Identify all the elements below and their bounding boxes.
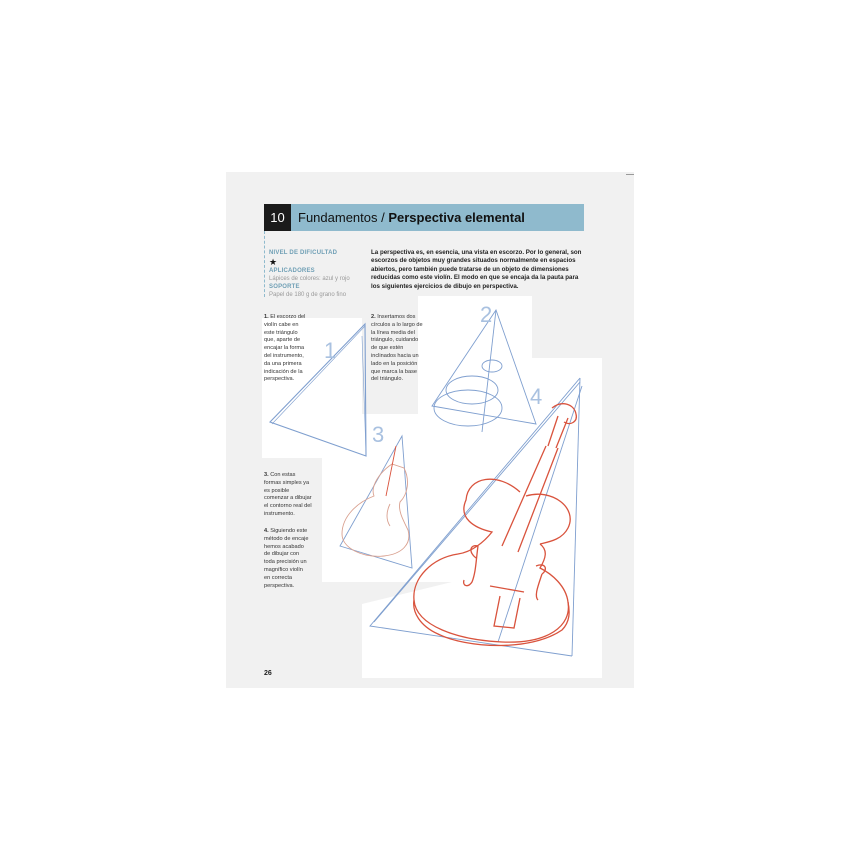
page-corner-mark	[626, 174, 634, 175]
applicators-label: APLICADORES	[269, 268, 315, 274]
info-panel	[269, 249, 369, 299]
dashed-divider	[264, 231, 265, 297]
figure-number-3: 3	[372, 422, 385, 447]
step-1-caption	[264, 314, 310, 384]
page-number: 26	[264, 670, 272, 677]
step-4-caption	[264, 528, 310, 590]
step-3-number: 3.	[264, 472, 269, 478]
step-4-number: 4.	[264, 528, 269, 534]
step-2-text: Insertamos dos círculos a lo largo de la línea media del triángulo, cuidando de que estén inclinados hacia un lado en la posición que marca la base del triángulo.	[371, 314, 423, 383]
step-1-text: El escorzo del violín cabe en este triángulo que, aparte de encajar la forma del instrumento, da una primera indicación de la perspectiva.	[264, 314, 306, 383]
step-3-caption	[264, 472, 312, 519]
violin-sketches	[262, 296, 602, 686]
figure-number-1: 1	[324, 338, 337, 363]
difficulty-label: NIVEL DE DIFICULTAD	[269, 250, 338, 256]
support-label: SOPORTE	[269, 284, 300, 290]
header-section: Fundamentos /	[298, 210, 385, 225]
intro-paragraph: La perspectiva es, en esencia, una vista en escorzo. Por lo general, son escorzos de objetos muy grandes situados normalmente en espacios abiertos, pero también puede tratarse de un objeto de dimensiones reducidas como este violín. El modo en que se encaja da la pauta para los siguientes ejercicios de dibujo en perspectiva.	[371, 249, 582, 290]
applicators-value: Lápices de colores: azul y rojo	[269, 276, 350, 282]
support-value: Papel de 180 g de grano fino	[269, 292, 347, 298]
header-title	[298, 204, 525, 231]
step-3-text: Con estas formas simples ya es posible comenzar a dibujar el contorno real del instrumento.	[264, 472, 312, 517]
exercise-number: 10	[264, 204, 291, 231]
section-header	[264, 204, 584, 231]
step-2-number: 2.	[371, 314, 376, 320]
figure-number-4: 4	[530, 384, 543, 409]
sketch-3-panel	[322, 414, 452, 582]
header-topic: Perspectiva elemental	[388, 210, 525, 225]
step-2-caption	[371, 314, 423, 384]
figure-number-2: 2	[480, 302, 493, 327]
difficulty-star-icon: ★	[269, 257, 278, 267]
step-1-number: 1.	[264, 314, 269, 320]
step-4-text: Siguiendo este método de encaje hemos acabado de dibujar con toda precisión un magnífico violín en correcta perspectiva.	[264, 528, 309, 589]
